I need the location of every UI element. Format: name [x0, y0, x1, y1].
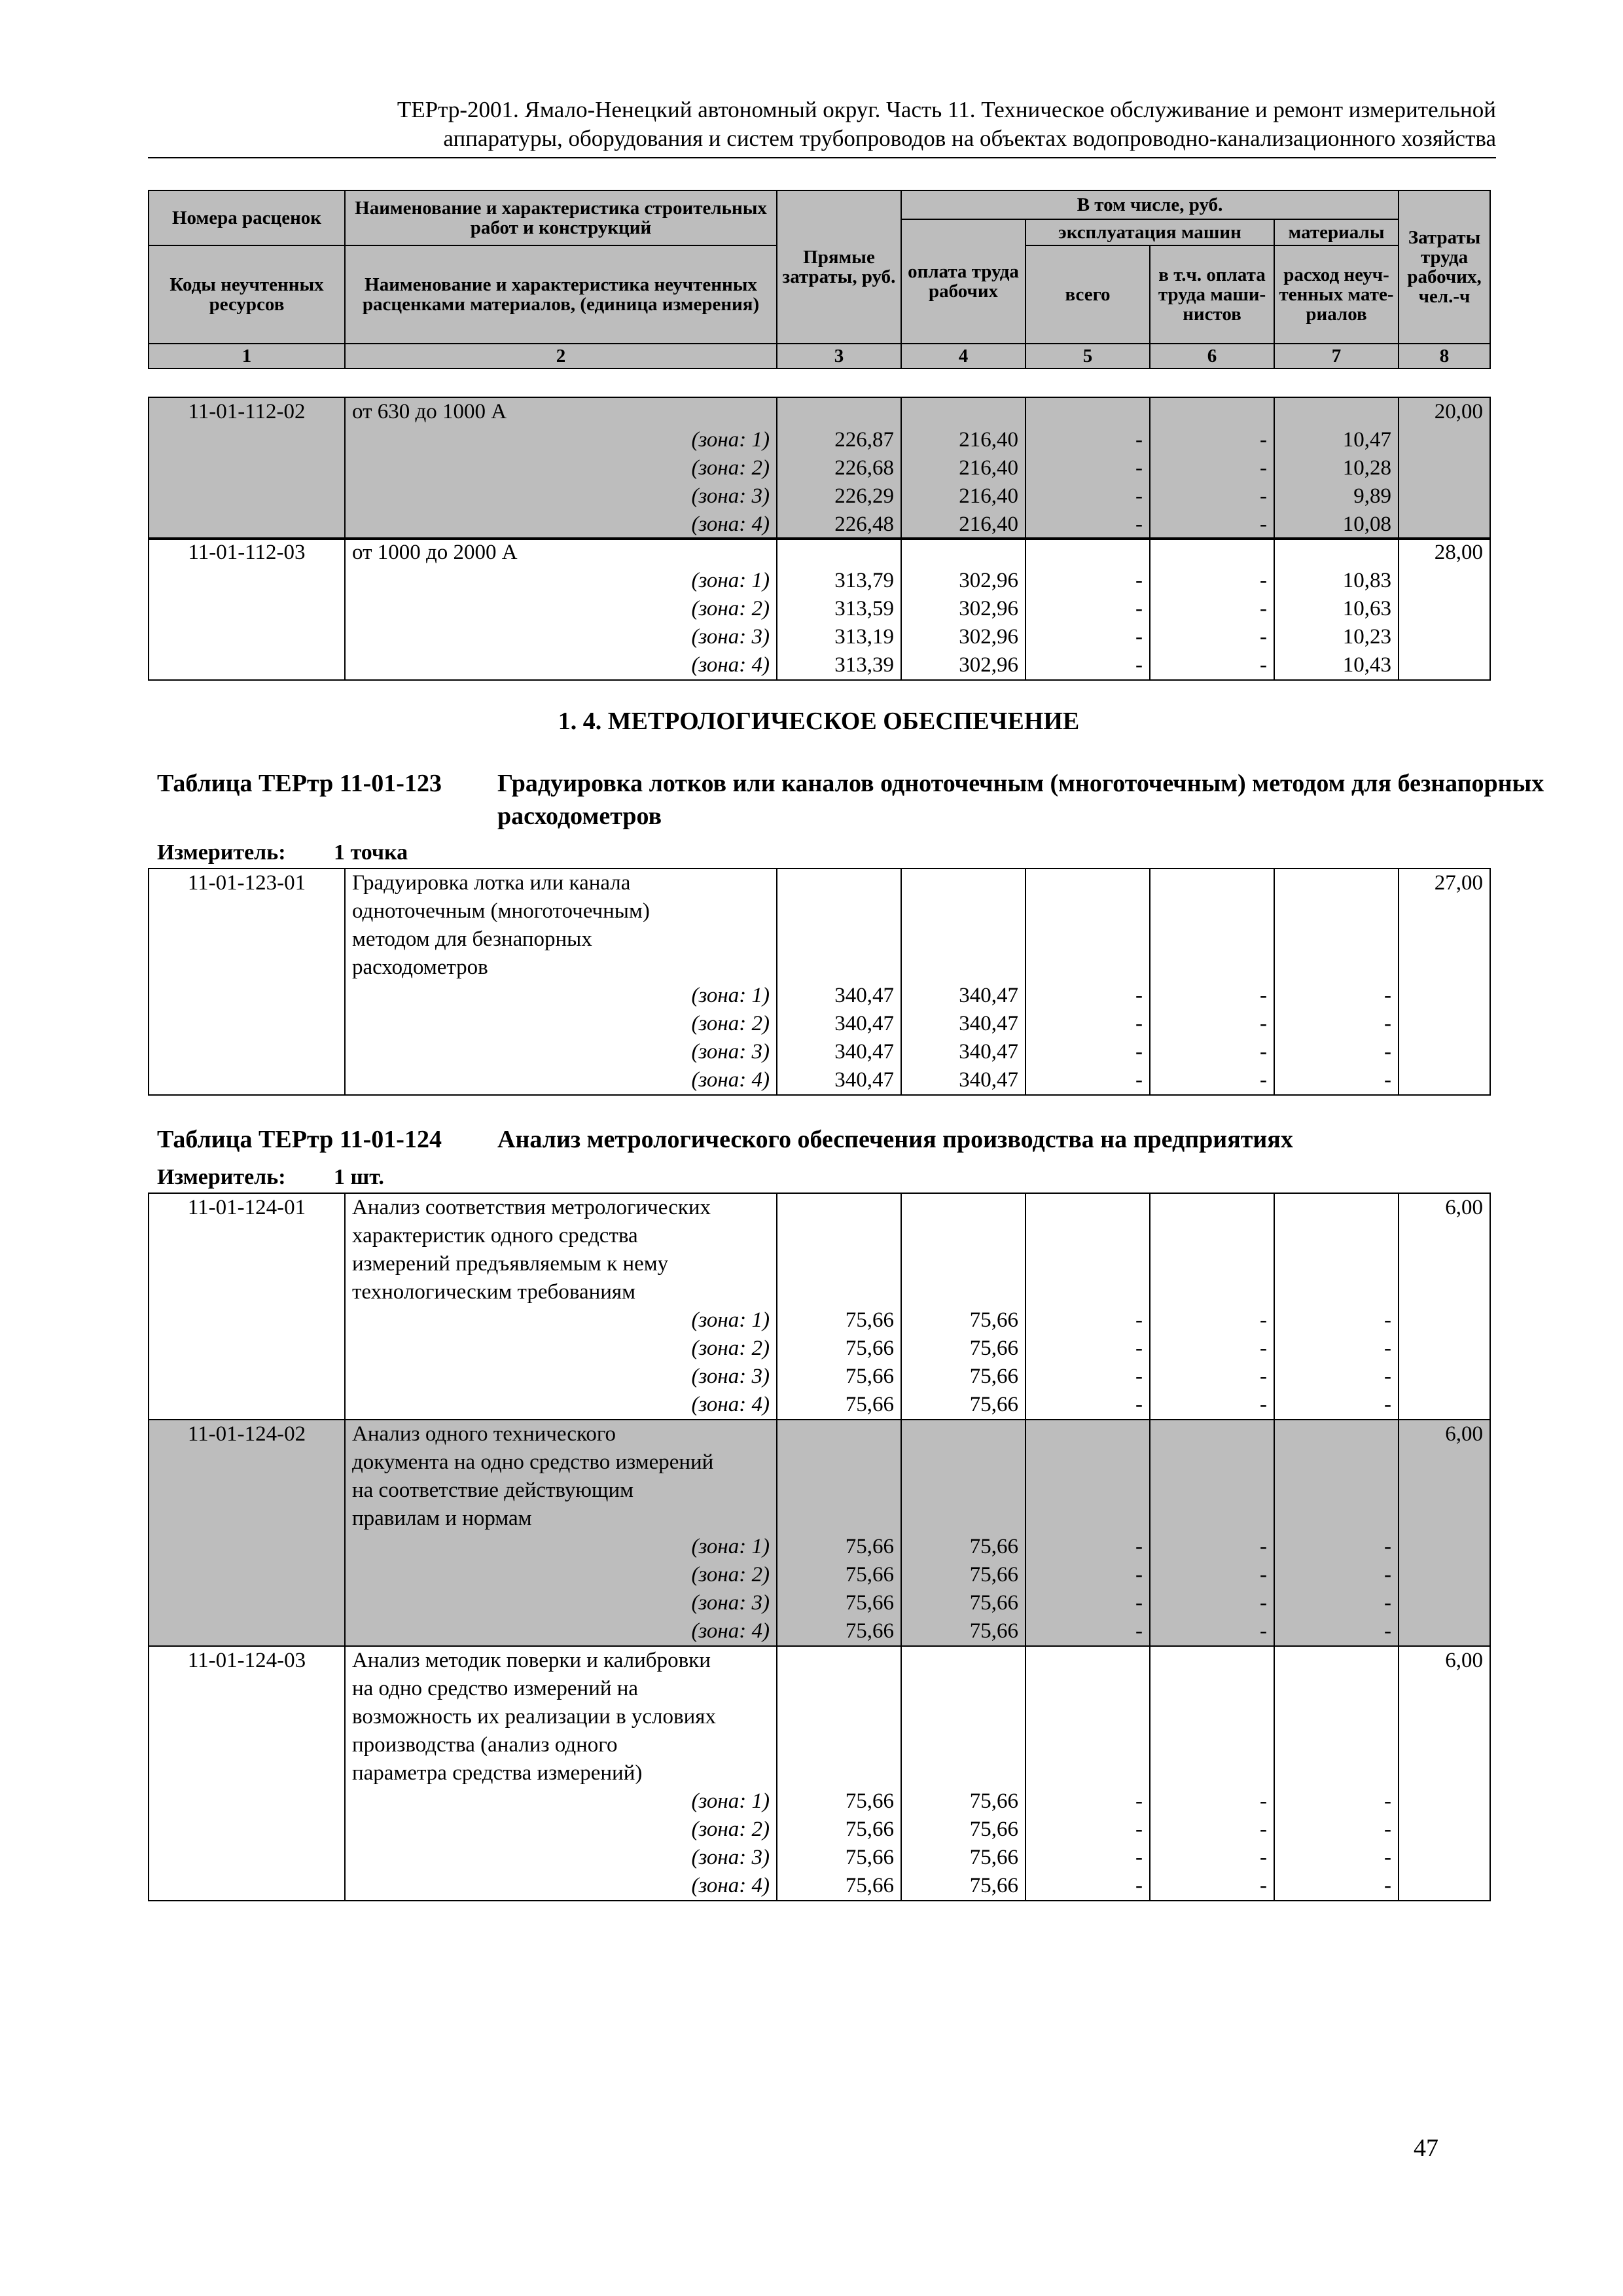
rate-name-line: измерений предъявляемым к нему — [352, 1252, 669, 1276]
header-col2-top: Наименование и характеристика строительных работ и конструкций — [345, 190, 777, 245]
direct-cost: 313,59 — [777, 595, 901, 623]
machines-total: - — [1026, 426, 1150, 454]
machines-total: - — [1026, 1335, 1150, 1363]
table-row — [149, 595, 1490, 623]
running-header — [148, 96, 1496, 153]
worker-pay: 302,96 — [901, 651, 1026, 680]
zone-label: (зона: 3) — [345, 1363, 777, 1391]
rate-table-123 — [148, 868, 1491, 1096]
col-number: 3 — [777, 344, 901, 368]
worker-pay: 75,66 — [901, 1391, 1026, 1420]
header-incl: В том числе, руб. — [901, 190, 1399, 219]
materials-cost: 10,43 — [1274, 651, 1399, 680]
table-row — [149, 1335, 1490, 1363]
machines-total: - — [1026, 1872, 1150, 1901]
materials-cost: - — [1274, 1589, 1399, 1617]
direct-cost: 226,48 — [777, 511, 901, 539]
machinist-pay: - — [1150, 1589, 1274, 1617]
rate-code: 11-01-112-02 — [149, 397, 345, 426]
header-col8: Затраты труда рабочих, чел.-ч — [1399, 190, 1490, 344]
direct-cost: 75,66 — [777, 1306, 901, 1335]
measure-label: Измеритель: — [157, 1165, 286, 1189]
worker-pay: 302,96 — [901, 595, 1026, 623]
machines-total: - — [1026, 1010, 1150, 1038]
machines-total: - — [1026, 595, 1150, 623]
rate-code: 11-01-124-01 — [149, 1193, 345, 1306]
machinist-pay: - — [1150, 567, 1274, 595]
machinist-pay: - — [1150, 482, 1274, 511]
direct-cost: 75,66 — [777, 1391, 901, 1420]
machines-total: - — [1026, 454, 1150, 482]
machines-total: - — [1026, 1844, 1150, 1872]
machinist-pay: - — [1150, 1010, 1274, 1038]
header-col2-bottom: Наименование и характеристика неучтенных расценками материалов, (единица измерения) — [345, 245, 777, 344]
rate-name-line: Анализ одного технического — [352, 1422, 616, 1446]
header-col6: в т.ч. оплата труда маши-нистов — [1150, 245, 1274, 344]
table-row — [149, 1193, 1490, 1306]
machines-total: - — [1026, 1533, 1150, 1561]
rate-name-line: методом для безнапорных — [352, 927, 592, 951]
rate-name: от 1000 до 2000 А — [345, 538, 777, 567]
table-row — [149, 1816, 1490, 1844]
worker-pay: 216,40 — [901, 511, 1026, 539]
zone-label: (зона: 4) — [345, 1066, 777, 1095]
direct-cost: 226,29 — [777, 482, 901, 511]
direct-cost: 75,66 — [777, 1589, 901, 1617]
worker-pay: 75,66 — [901, 1617, 1026, 1646]
zone-label: (зона: 3) — [345, 1038, 777, 1066]
machinist-pay: - — [1150, 1561, 1274, 1589]
materials-cost: - — [1274, 1010, 1399, 1038]
machines-total: - — [1026, 1787, 1150, 1816]
rate-name-line: на одно средство измерений на — [352, 1677, 639, 1700]
rate-name-line: Анализ соответствия метрологических — [352, 1196, 711, 1219]
materials-cost: 10,47 — [1274, 426, 1399, 454]
worker-pay: 75,66 — [901, 1306, 1026, 1335]
section-title: 1. 4. МЕТРОЛОГИЧЕСКОЕ ОБЕСПЕЧЕНИЕ — [558, 708, 1080, 735]
rate-name — [345, 869, 777, 982]
zone-label: (зона: 4) — [345, 511, 777, 539]
table-124-measure — [157, 1165, 384, 1190]
header-col1-top: Номера расценок — [149, 190, 345, 245]
machinist-pay: - — [1150, 1533, 1274, 1561]
rate-name-line: производства (анализ одного — [352, 1733, 618, 1757]
worker-pay: 75,66 — [901, 1533, 1026, 1561]
materials-cost: 9,89 — [1274, 482, 1399, 511]
direct-cost: 75,66 — [777, 1844, 901, 1872]
machinist-pay: - — [1150, 1617, 1274, 1646]
table-row — [149, 1391, 1490, 1420]
machines-total: - — [1026, 982, 1150, 1010]
table-row — [149, 1872, 1490, 1901]
machinist-pay: - — [1150, 1038, 1274, 1066]
rate-name-line: одноточечным (многоточечным) — [352, 899, 650, 923]
machines-total: - — [1026, 623, 1150, 651]
zone-label: (зона: 3) — [345, 623, 777, 651]
rate-name-line: документа на одно средство измерений — [352, 1450, 714, 1474]
measure-unit: 1 шт. — [334, 1165, 384, 1189]
rate-table-124 — [148, 1193, 1491, 1901]
worker-pay: 75,66 — [901, 1872, 1026, 1901]
table-row — [149, 1066, 1490, 1095]
materials-cost: - — [1274, 1617, 1399, 1646]
machinist-pay: - — [1150, 1816, 1274, 1844]
zone-label: (зона: 1) — [345, 1533, 777, 1561]
table-row — [149, 651, 1490, 680]
machines-total: - — [1026, 1561, 1150, 1589]
worker-pay: 340,47 — [901, 982, 1026, 1010]
table-row — [149, 982, 1490, 1010]
direct-cost: 75,66 — [777, 1533, 901, 1561]
header-col7: расход неуч-тенных мате-риалов — [1274, 245, 1399, 344]
rate-name: от 630 до 1000 А — [345, 397, 777, 426]
materials-cost: - — [1274, 1561, 1399, 1589]
direct-cost: 75,66 — [777, 1872, 901, 1901]
direct-cost: 226,68 — [777, 454, 901, 482]
table-row — [149, 397, 1490, 426]
worker-pay: 302,96 — [901, 567, 1026, 595]
machines-total: - — [1026, 1617, 1150, 1646]
zone-label: (зона: 3) — [345, 1844, 777, 1872]
labor-cost: 27,00 — [1399, 869, 1490, 982]
worker-pay: 75,66 — [901, 1561, 1026, 1589]
machinist-pay: - — [1150, 1787, 1274, 1816]
materials-cost: 10,23 — [1274, 623, 1399, 651]
machines-total: - — [1026, 1306, 1150, 1335]
machinist-pay: - — [1150, 982, 1274, 1010]
direct-cost: 313,39 — [777, 651, 901, 680]
table-row — [149, 426, 1490, 454]
machines-total: - — [1026, 1816, 1150, 1844]
machinist-pay: - — [1150, 1306, 1274, 1335]
rate-code: 11-01-124-03 — [149, 1646, 345, 1787]
direct-cost: 340,47 — [777, 982, 901, 1010]
worker-pay: 75,66 — [901, 1363, 1026, 1391]
zone-label: (зона: 4) — [345, 651, 777, 680]
zone-label: (зона: 1) — [345, 1306, 777, 1335]
machines-total: - — [1026, 511, 1150, 539]
zone-label: (зона: 2) — [345, 595, 777, 623]
machinist-pay: - — [1150, 595, 1274, 623]
running-header-line1: ТЕРтр-2001. Ямало-Ненецкий автономный округ. Часть 11. Техническое обслуживание и ремонт измерительной — [397, 97, 1496, 122]
col-number: 2 — [345, 344, 777, 368]
labor-cost: 6,00 — [1399, 1193, 1490, 1306]
table-row — [149, 1589, 1490, 1617]
worker-pay: 340,47 — [901, 1066, 1026, 1095]
worker-pay: 340,47 — [901, 1010, 1026, 1038]
zone-label: (зона: 4) — [345, 1872, 777, 1901]
worker-pay: 216,40 — [901, 482, 1026, 511]
header-materials: материалы — [1274, 219, 1399, 245]
table-123-label: Таблица ТЕРтр 11-01-123 — [157, 770, 442, 797]
machines-total: - — [1026, 482, 1150, 511]
rate-name-line: Градуировка лотка или канала — [352, 871, 631, 895]
zone-label: (зона: 1) — [345, 426, 777, 454]
measure-label: Измеритель: — [157, 840, 286, 865]
header-machines: эксплуатация машин — [1026, 219, 1274, 245]
machinist-pay: - — [1150, 454, 1274, 482]
table-row — [149, 567, 1490, 595]
machines-total: - — [1026, 1391, 1150, 1420]
direct-cost: 340,47 — [777, 1010, 901, 1038]
page-number: 47 — [1414, 2134, 1438, 2162]
col-number: 4 — [901, 344, 1026, 368]
machinist-pay: - — [1150, 1391, 1274, 1420]
worker-pay: 216,40 — [901, 454, 1026, 482]
table-row — [149, 511, 1490, 539]
table-row — [149, 1617, 1490, 1646]
rate-name-line: характеристик одного средства — [352, 1224, 638, 1247]
table-row — [149, 1010, 1490, 1038]
machines-total: - — [1026, 1066, 1150, 1095]
worker-pay: 75,66 — [901, 1589, 1026, 1617]
direct-cost: 340,47 — [777, 1066, 901, 1095]
materials-cost: - — [1274, 1306, 1399, 1335]
table-row — [149, 623, 1490, 651]
materials-cost: - — [1274, 1787, 1399, 1816]
labor-cost: 6,00 — [1399, 1646, 1490, 1787]
table-row — [149, 538, 1490, 567]
direct-cost: 313,79 — [777, 567, 901, 595]
zone-label: (зона: 1) — [345, 1787, 777, 1816]
rate-table-block1 — [148, 397, 1491, 540]
header-divider — [148, 157, 1496, 158]
zone-label: (зона: 2) — [345, 454, 777, 482]
running-header-line2: аппаратуры, оборудования и систем трубопроводов на объектах водопроводно-канализационного хозяйства — [443, 126, 1496, 151]
header-col5: всего — [1026, 245, 1150, 344]
rate-code: 11-01-112-03 — [149, 538, 345, 567]
rate-name-line: Анализ методик поверки и калибровки — [352, 1649, 711, 1672]
machinist-pay: - — [1150, 1872, 1274, 1901]
machines-total: - — [1026, 651, 1150, 680]
table-row — [149, 1561, 1490, 1589]
table-row — [149, 1844, 1490, 1872]
header-col1-bottom: Коды неучтенных ресурсов — [149, 245, 345, 344]
machines-total: - — [1026, 567, 1150, 595]
worker-pay: 75,66 — [901, 1787, 1026, 1816]
materials-cost: - — [1274, 1872, 1399, 1901]
machinist-pay: - — [1150, 623, 1274, 651]
table-row — [149, 1533, 1490, 1561]
direct-cost: 75,66 — [777, 1617, 901, 1646]
zone-label: (зона: 2) — [345, 1010, 777, 1038]
direct-cost: 340,47 — [777, 1038, 901, 1066]
direct-cost: 75,66 — [777, 1787, 901, 1816]
materials-cost: - — [1274, 1816, 1399, 1844]
zone-label: (зона: 2) — [345, 1561, 777, 1589]
rate-name-line: возможность их реализации в условиях — [352, 1705, 716, 1729]
rate-name-line: параметра средства измерений) — [352, 1761, 643, 1785]
zone-label: (зона: 2) — [345, 1335, 777, 1363]
materials-cost: - — [1274, 982, 1399, 1010]
zone-label: (зона: 1) — [345, 982, 777, 1010]
col-number: 7 — [1274, 344, 1399, 368]
table-row — [149, 1363, 1490, 1391]
machinist-pay: - — [1150, 1066, 1274, 1095]
machinist-pay: - — [1150, 1335, 1274, 1363]
materials-cost: - — [1274, 1038, 1399, 1066]
zone-label: (зона: 2) — [345, 1816, 777, 1844]
machinist-pay: - — [1150, 1363, 1274, 1391]
col-number: 8 — [1399, 344, 1490, 368]
zone-label: (зона: 4) — [345, 1391, 777, 1420]
table-row — [149, 1646, 1490, 1787]
column-header-table — [148, 190, 1491, 369]
zone-label: (зона: 4) — [345, 1617, 777, 1646]
table-124-label: Таблица ТЕРтр 11-01-124 — [157, 1126, 442, 1153]
col-number: 6 — [1150, 344, 1274, 368]
worker-pay: 75,66 — [901, 1844, 1026, 1872]
rate-name-line: технологическим требованиям — [352, 1280, 635, 1304]
labor-cost: 20,00 — [1399, 397, 1490, 426]
direct-cost: 75,66 — [777, 1335, 901, 1363]
table-123-title: Градуировка лотков или каналов одноточечным (многоточечным) методом для безнапорных расходометров — [497, 770, 1544, 830]
direct-cost: 75,66 — [777, 1561, 901, 1589]
table-row — [149, 1306, 1490, 1335]
materials-cost: 10,08 — [1274, 511, 1399, 539]
direct-cost: 75,66 — [777, 1363, 901, 1391]
materials-cost: - — [1274, 1335, 1399, 1363]
machinist-pay: - — [1150, 511, 1274, 539]
zone-label: (зона: 3) — [345, 1589, 777, 1617]
table-row — [149, 1420, 1490, 1533]
worker-pay: 302,96 — [901, 623, 1026, 651]
table-124-title: Анализ метрологического обеспечения производства на предприятиях — [497, 1126, 1293, 1153]
table-123-measure — [157, 840, 408, 865]
materials-cost: 10,83 — [1274, 567, 1399, 595]
table-row — [149, 1787, 1490, 1816]
table-row — [149, 869, 1490, 982]
labor-cost: 28,00 — [1399, 538, 1490, 567]
machinist-pay: - — [1150, 1844, 1274, 1872]
worker-pay: 340,47 — [901, 1038, 1026, 1066]
materials-cost: - — [1274, 1066, 1399, 1095]
worker-pay: 75,66 — [901, 1335, 1026, 1363]
col-number: 1 — [149, 344, 345, 368]
header-col4: оплата труда рабочих — [901, 219, 1026, 344]
rate-name — [345, 1420, 777, 1533]
rate-table-block2 — [148, 537, 1491, 681]
materials-cost: 10,28 — [1274, 454, 1399, 482]
labor-cost: 6,00 — [1399, 1420, 1490, 1533]
machines-total: - — [1026, 1589, 1150, 1617]
zone-label: (зона: 1) — [345, 567, 777, 595]
direct-cost: 313,19 — [777, 623, 901, 651]
rate-name — [345, 1193, 777, 1306]
measure-unit: 1 точка — [334, 840, 408, 865]
zone-label: (зона: 3) — [345, 482, 777, 511]
rate-name — [345, 1646, 777, 1787]
direct-cost: 226,87 — [777, 426, 901, 454]
table-row — [149, 1038, 1490, 1066]
rate-name-line: правилам и нормам — [352, 1507, 532, 1530]
machinist-pay: - — [1150, 651, 1274, 680]
machines-total: - — [1026, 1038, 1150, 1066]
materials-cost: - — [1274, 1533, 1399, 1561]
rate-name-line: расходометров — [352, 956, 488, 979]
header-col3: Прямые затраты, руб. — [777, 190, 901, 344]
table-row — [149, 454, 1490, 482]
col-number: 5 — [1026, 344, 1150, 368]
materials-cost: - — [1274, 1844, 1399, 1872]
rate-code: 11-01-124-02 — [149, 1420, 345, 1533]
worker-pay: 216,40 — [901, 426, 1026, 454]
direct-cost: 75,66 — [777, 1816, 901, 1844]
rate-code: 11-01-123-01 — [149, 869, 345, 982]
materials-cost: 10,63 — [1274, 595, 1399, 623]
materials-cost: - — [1274, 1391, 1399, 1420]
worker-pay: 75,66 — [901, 1816, 1026, 1844]
materials-cost: - — [1274, 1363, 1399, 1391]
table-row — [149, 482, 1490, 511]
machinist-pay: - — [1150, 426, 1274, 454]
rate-name-line: на соответствие действующим — [352, 1479, 633, 1502]
machines-total: - — [1026, 1363, 1150, 1391]
